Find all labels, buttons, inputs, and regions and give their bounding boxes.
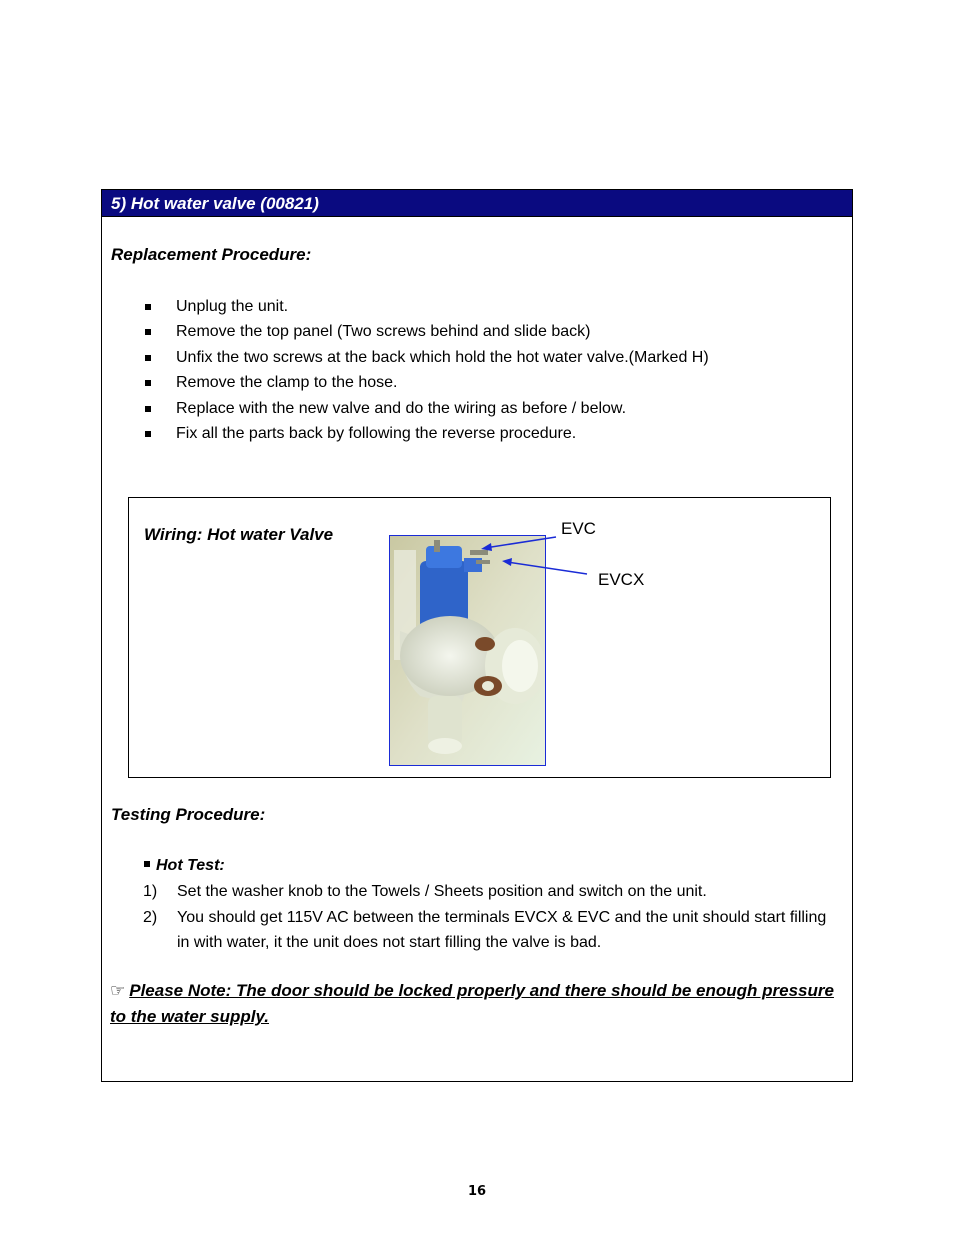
list-item: Remove the top panel (Two screws behind and slide back)	[142, 322, 709, 347]
hot-test-label: Hot Test:	[144, 857, 225, 875]
replacement-heading: Replacement Procedure:	[111, 245, 312, 264]
list-item: Replace with the new valve and do the wiring as before / below.	[142, 399, 709, 424]
list-item: Remove the clamp to the hose.	[142, 373, 709, 398]
list-item: 2) You should get 115V AC between the terminals EVCX & EVC and the unit should start filling in with water, it the unit does not start filling the valve is bad.	[143, 908, 827, 951]
hot-water-valve-section	[101, 189, 853, 1082]
list-item: 1) Set the washer knob to the Towels / Sheets position and switch on the unit.	[143, 883, 707, 900]
please-note: ☞ Please Note: The door should be locked properly and there should be enough pressure to the water supply.	[110, 981, 834, 1026]
section-title: 5) Hot water valve (00821)	[102, 190, 852, 217]
testing-heading: Testing Procedure:	[111, 805, 266, 824]
replacement-list	[142, 297, 709, 449]
wiring-title: Wiring: Hot water Valve	[144, 525, 334, 544]
pointing-hand-icon: ☞	[110, 981, 126, 1001]
test-steps	[143, 879, 843, 956]
callout-arrows	[129, 498, 832, 779]
list-item: Unfix the two screws at the back which hold the hot water valve.(Marked H)	[142, 348, 709, 373]
list-item: Fix all the parts back by following the reverse procedure.	[142, 424, 709, 449]
list-item: Unplug the unit.	[142, 297, 709, 322]
wiring-box	[128, 497, 831, 778]
page-number: 16	[467, 1184, 487, 1199]
evc-label: EVC	[561, 519, 596, 538]
evcx-label: EVCX	[598, 570, 645, 589]
